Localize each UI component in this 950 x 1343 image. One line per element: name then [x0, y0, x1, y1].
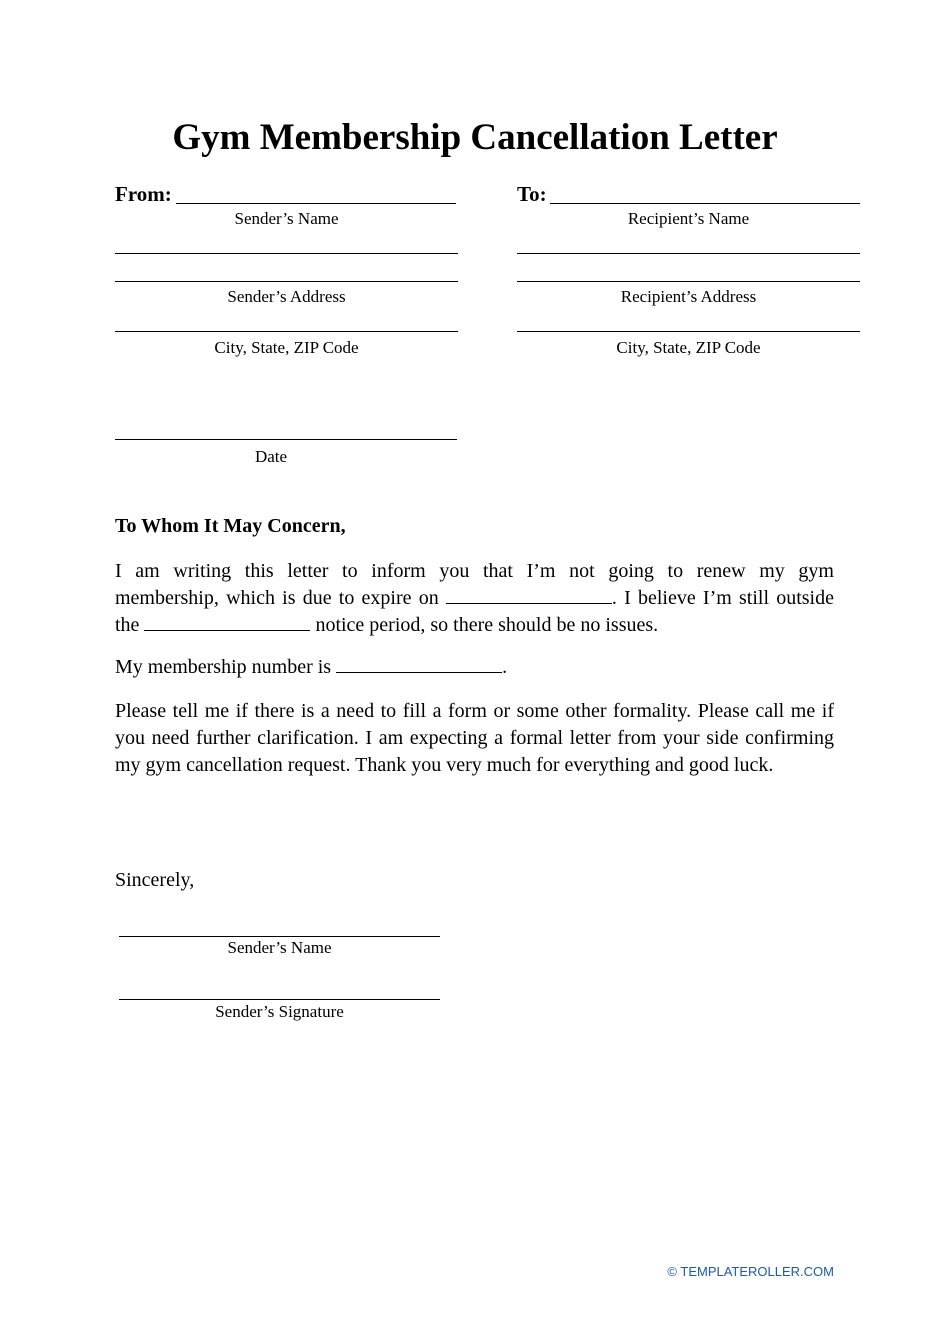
signature-name-caption: Sender’s Name	[227, 938, 332, 957]
expiry-date-blank[interactable]	[446, 585, 612, 604]
sender-name-line[interactable]	[176, 203, 456, 204]
recipient-name-line[interactable]	[550, 203, 860, 204]
sender-name-caption: Sender’s Name	[234, 209, 339, 228]
recipient-address-caption: Recipient’s Address	[620, 287, 757, 306]
paragraph-1-line-2	[115, 585, 834, 612]
recipient-address-line-2[interactable]	[517, 281, 860, 282]
paragraph-1-text-a: membership, which is due to expire on	[115, 587, 446, 609]
paragraph-2-text-a: My membership number is	[115, 656, 337, 678]
recipient-city-caption: City, State, ZIP Code	[616, 338, 761, 357]
paragraph-1	[115, 558, 834, 639]
sender-address-line-2[interactable]	[115, 281, 458, 282]
footer-copyright-link[interactable]: © TEMPLATEROLLER.COM	[667, 1264, 834, 1279]
paragraph-3: Please tell me if there is a need to fill a form or some other formality. Please call me if you need further clarification. I am expecting a formal letter from your side confirming my gym cancellation request. Thank you very much for everything and good luck.	[115, 700, 834, 776]
paragraph-2	[115, 654, 834, 681]
notice-period-blank[interactable]	[144, 612, 310, 631]
recipient-address-line-1[interactable]	[517, 253, 860, 254]
date-line[interactable]	[115, 439, 457, 440]
sender-address-line-1[interactable]	[115, 253, 458, 254]
paragraph-1-text-d: notice period, so there should be no issues.	[310, 614, 659, 636]
recipient-name-caption: Recipient’s Name	[627, 209, 750, 228]
to-label: To:	[517, 182, 547, 206]
signature-name-line[interactable]	[119, 936, 440, 937]
date-caption: Date	[254, 447, 288, 466]
sender-city-line[interactable]	[115, 331, 458, 332]
greeting: To Whom It May Concern,	[115, 515, 346, 537]
paragraph-1-text-c: the	[115, 614, 145, 636]
recipient-city-line[interactable]	[517, 331, 860, 332]
paragraph-2-text-b: .	[502, 656, 508, 678]
paragraph-1-line-3	[115, 612, 834, 639]
paragraph-1-text-b: . I believe I’m still outside	[611, 587, 834, 609]
sender-address-caption: Sender’s Address	[227, 287, 346, 306]
document-title: Gym Membership Cancellation Letter	[172, 117, 778, 158]
paragraph-1-line-1: I am writing this letter to inform you that I’m not going to renew my gym	[115, 560, 834, 582]
from-label: From:	[115, 182, 172, 206]
closing: Sincerely,	[115, 869, 195, 891]
membership-number-blank[interactable]	[336, 654, 502, 673]
signature-caption: Sender’s Signature	[215, 1002, 344, 1021]
signature-line[interactable]	[119, 999, 440, 1000]
sender-city-caption: City, State, ZIP Code	[214, 338, 359, 357]
